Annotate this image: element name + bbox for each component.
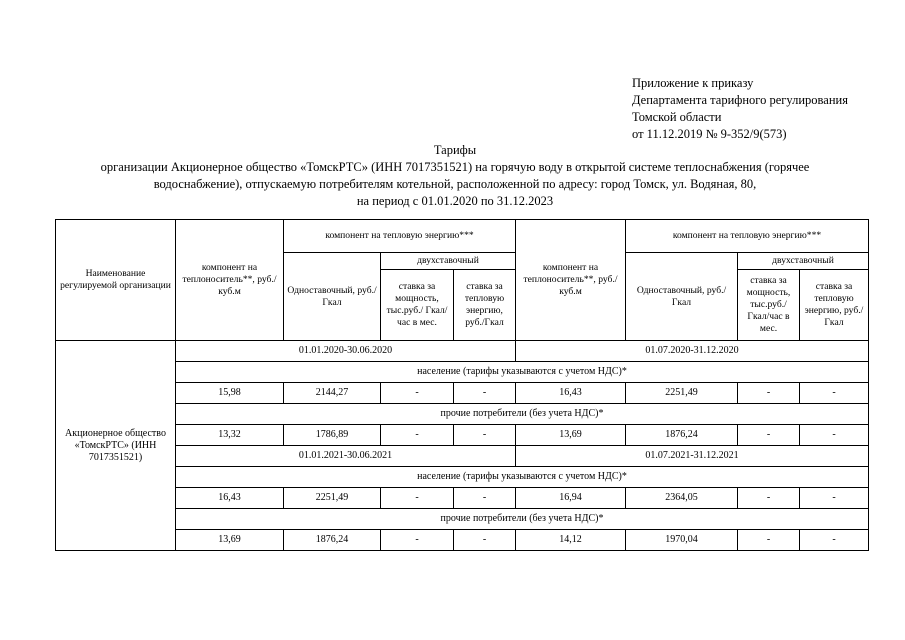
appendix-line-4: от 11.12.2019 № 9-352/9(573) (632, 127, 787, 141)
table-cell: 15,98 (176, 383, 284, 404)
table-cell: 14,12 (516, 530, 626, 551)
table-cell: - (800, 530, 869, 551)
table-cell: 1876,24 (284, 530, 381, 551)
table-cell: 1970,04 (626, 530, 738, 551)
tariff-table (55, 219, 869, 551)
table-cell: - (381, 530, 454, 551)
table-cell: - (381, 425, 454, 446)
category-other: прочие потребители (без учета НДС)* (176, 509, 869, 530)
category-row (56, 509, 869, 530)
header-energy-rate-2: ставка за тепловую энергию, руб./Гкал (800, 270, 869, 341)
title-line-3: водоснабжение), отпускаемую потребителям котельной, расположенной по адресу: город Томск, ул. Водяная, 80, (153, 177, 757, 191)
table-cell: - (738, 425, 800, 446)
table-cell: 13,69 (516, 425, 626, 446)
table-cell: 2251,49 (284, 488, 381, 509)
period-cell: 01.01.2020-30.06.2020 (176, 341, 516, 362)
document-title (40, 142, 870, 210)
header-org: Наименование регулируемой организации (56, 220, 176, 341)
table-row (56, 488, 869, 509)
category-population: население (тарифы указываются с учетом НДС)* (176, 362, 869, 383)
table-cell: - (738, 530, 800, 551)
table-cell: 13,32 (176, 425, 284, 446)
table-cell: - (381, 488, 454, 509)
table-cell: - (454, 425, 516, 446)
header-row-1 (56, 220, 869, 253)
appendix-line-3: Томской области (632, 110, 722, 124)
table-cell: 1876,24 (626, 425, 738, 446)
table-cell: - (454, 488, 516, 509)
header-single-1: Одноставочный, руб./Гкал (284, 253, 381, 341)
category-row (56, 362, 869, 383)
header-energy-rate-1: ставка за тепловую энергию, руб./Гкал (454, 270, 516, 341)
category-other: прочие потребители (без учета НДС)* (176, 404, 869, 425)
title-line-2: организации Акционерное общество «ТомскРТС» (ИНН 7017351521) на горячую воду в открытой системе теплоснабжения (горячее (100, 160, 810, 174)
appendix-block (632, 75, 848, 143)
table-cell: - (454, 530, 516, 551)
table-cell: 2144,27 (284, 383, 381, 404)
title-line-4: на период с 01.01.2020 по 31.12.2023 (356, 194, 554, 208)
table-cell: - (381, 383, 454, 404)
table-cell: 13,69 (176, 530, 284, 551)
period-cell: 01.07.2020-31.12.2020 (516, 341, 869, 362)
table-row (56, 383, 869, 404)
appendix-line-2: Департамента тарифного регулирования (632, 93, 848, 107)
org-name-cell: Акционерное общество «ТомскРТС» (ИНН 7017351521) (56, 341, 176, 551)
category-row (56, 404, 869, 425)
table-cell: 2251,49 (626, 383, 738, 404)
table-cell: - (800, 488, 869, 509)
header-energy-1: компонент на тепловую энергию*** (284, 220, 516, 253)
header-two-part-1: двухставочный (381, 253, 516, 270)
header-carrier-1: компонент на теплоноситель**, руб./куб.м (176, 220, 284, 341)
period-cell: 01.01.2021-30.06.2021 (176, 446, 516, 467)
header-carrier-2: компонент на теплоноситель**, руб./куб.м (516, 220, 626, 341)
table-cell: 16,43 (176, 488, 284, 509)
period-row (56, 341, 869, 362)
period-row (56, 446, 869, 467)
table-cell: 1786,89 (284, 425, 381, 446)
category-population: население (тарифы указываются с учетом НДС)* (176, 467, 869, 488)
header-single-2: Одноставочный, руб./Гкал (626, 253, 738, 341)
table-cell: - (738, 488, 800, 509)
period-cell: 01.07.2021-31.12.2021 (516, 446, 869, 467)
table-cell: 2364,05 (626, 488, 738, 509)
table-row (56, 425, 869, 446)
table-cell: - (454, 383, 516, 404)
table-cell: - (800, 425, 869, 446)
appendix-line-1: Приложение к приказу (632, 76, 754, 90)
category-row (56, 467, 869, 488)
table-cell: 16,94 (516, 488, 626, 509)
table-row (56, 530, 869, 551)
table-cell: - (800, 383, 869, 404)
title-heading: Тарифы (433, 143, 477, 157)
header-two-part-2: двухставочный (738, 253, 869, 270)
header-power-rate-2: ставка за мощность, тыс.руб./ Гкал/час в мес. (738, 270, 800, 341)
header-power-rate-1: ставка за мощность, тыс.руб./ Гкал/час в мес. (381, 270, 454, 341)
table-cell: 16,43 (516, 383, 626, 404)
header-energy-2: компонент на тепловую энергию*** (626, 220, 869, 253)
table-cell: - (738, 383, 800, 404)
